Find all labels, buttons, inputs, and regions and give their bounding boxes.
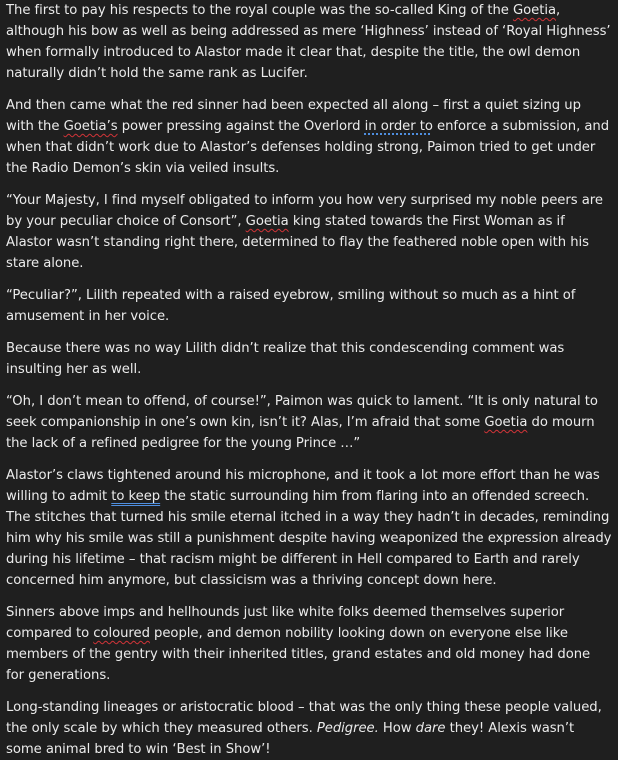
- text-run: , although his bow as well as being addressed as mere ‘Highness’ instead of ‘Royal Highness’ when formally introduced to Alastor made it clear that, despite the title, the owl demon naturally didn’t hold the same rank as Lucifer.: [6, 3, 611, 81]
- text-run: do mourn the lack of a refined pedigree for the young Prince …”: [6, 415, 595, 451]
- text-run: Long-standing lineages or aristocratic blood – that was the only thing these people valued, the only scale by which they measured others.: [6, 700, 602, 736]
- paragraph-7: [6, 465, 612, 591]
- text-run: And then came what the red sinner had been expected all along – first a quiet sizing up with the: [6, 98, 581, 134]
- spellcheck-flagged-word[interactable]: coloured: [93, 626, 150, 641]
- paragraph-4: “Peculiar?”, Lilith repeated with a raised eyebrow, smiling without so much as a hint of amusement in her voice.: [6, 288, 576, 324]
- paragraph-3: [6, 190, 612, 274]
- text-run: power pressing against the Overlord: [117, 119, 365, 134]
- text-run: The first to pay his respects to the royal couple was the so-called King of the: [6, 3, 513, 18]
- text-run: “Oh, I don’t mean to offend, of course!”, Paimon was quick to lament. “It is only natural to seek companionship in one’s own kin, isn’t it? Alas, I’m afraid that some: [6, 394, 598, 430]
- text-run: enforce a submission, and when that didn’t work due to Alastor’s defenses holding strong, Paimon tried to get under the Radio Demon’s skin via veiled insults.: [6, 119, 610, 176]
- text-run: Sinners above imps and hellhounds just like white folks deemed themselves superior compared to: [6, 605, 565, 641]
- spellcheck-flagged-word[interactable]: Goetia: [245, 214, 289, 229]
- text-run: “Your Majesty, I find myself obligated to inform you how very surprised my noble peers are by your peculiar choice of Consort”,: [6, 193, 603, 229]
- paragraph-5: Because there was no way Lilith didn’t realize that this condescending comment was insulting her as well.: [6, 341, 565, 377]
- text-run: the static surrounding him from flaring into an offended screech. The stitches that turned his smile eternal itched in a way they hadn’t in decades, reminding him why his smile was still a punishment despite having weaponized the expression already during his lifetime – that racism might be different in Hell compared to Earth and rarely concerned him anymore, but classicism was a thriving concept down here.: [6, 489, 612, 588]
- text-run: Alastor’s claws tightened around his microphone, and it took a lot more effort than he was willing to admit: [6, 468, 600, 504]
- paragraph-2: [6, 95, 612, 179]
- spellcheck-flagged-word[interactable]: Goetia’s: [63, 119, 118, 134]
- paragraph-8: [6, 602, 612, 686]
- grammar-flagged-phrase[interactable]: to keep: [111, 489, 161, 504]
- text-run: How: [378, 721, 416, 736]
- text-run: people, and demon nobility looking down on everyone else like members of the gentry with their inherited titles, grand estates and old money had done for generations.: [6, 626, 591, 683]
- spellcheck-flagged-word[interactable]: Goetia: [512, 3, 556, 18]
- grammar-flagged-phrase[interactable]: in order to: [364, 119, 433, 134]
- text-run: they! Alexis wasn’t some animal bred to win ‘Best in Show’!: [6, 721, 575, 757]
- paragraph-6: [6, 391, 612, 454]
- text-run: king stated towards the First Woman as if Alastor wasn’t standing right there, determined to flay the feathered noble open with his stare alone.: [6, 214, 589, 271]
- paragraph-9: [6, 697, 612, 760]
- spellcheck-flagged-word[interactable]: Goetia: [484, 415, 528, 430]
- paragraph-1: [6, 0, 612, 84]
- italic-text: dare: [415, 721, 446, 736]
- italic-text: Pedigree.: [316, 721, 379, 736]
